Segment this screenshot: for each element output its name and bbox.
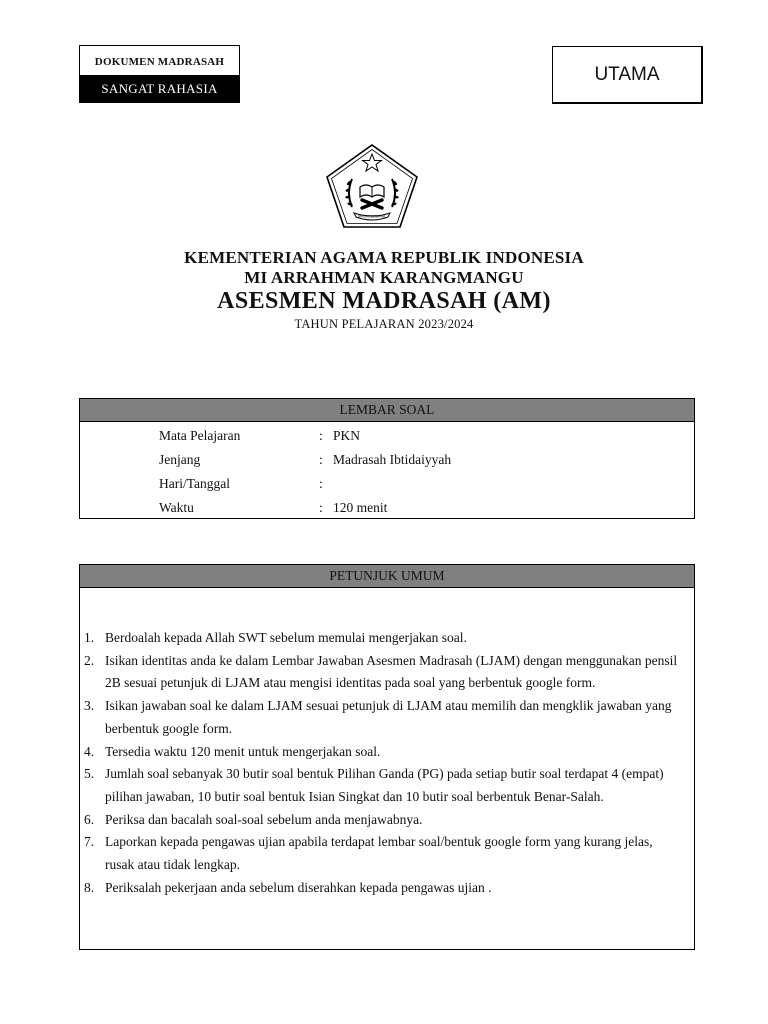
kemenag-emblem-icon: [324, 143, 420, 229]
item-number: 8.: [84, 879, 95, 895]
ministry-title: KEMENTERIAN AGAMA REPUBLIK INDONESIA: [184, 248, 584, 267]
list-item: [80, 741, 694, 764]
list-item: [80, 763, 694, 808]
item-text: Periksa dan bacalah soal-soal sebelum anda menjawabnya.: [105, 811, 423, 827]
list-item: [80, 695, 694, 740]
item-text: Laporkan kepada pengawas ujian apabila terdapat lembar soal/bentuk google form yang kurang jelas, rusak atau tidak lengkap.: [105, 834, 653, 873]
item-text: Jumlah soal sebanyak 30 butir soal bentuk Pilihan Ganda (PG) pada setiap butir soal terdapat 4 (empat) pilihan jawaban, 10 butir soal bentuk Isian Singkat dan 10 butir soal berbentuk Benar-Salah.: [105, 766, 664, 804]
lembar-soal-heading: LEMBAR SOAL: [80, 399, 694, 422]
info-value: 120 menit: [333, 500, 388, 515]
info-colon: :: [319, 476, 323, 491]
academic-year: TAHUN PELAJARAN 2023/2024: [294, 317, 474, 331]
exam-title: ASESMEN MADRASAH (AM): [217, 288, 551, 314]
item-number: 3.: [84, 698, 95, 714]
item-number: 5.: [84, 766, 95, 782]
info-colon: :: [319, 452, 323, 467]
svg-text:IKHLAS BERAMAL: IKHLAS BERAMAL: [358, 214, 386, 219]
list-item: [80, 809, 694, 832]
item-text: Tersedia waktu 120 menit untuk mengerjakan soal.: [105, 743, 381, 759]
info-key: Waktu: [159, 500, 194, 515]
list-item: [80, 650, 694, 695]
item-text: Isikan identitas anda ke dalam Lembar Jawaban Asesmen Madrasah (LJAM) dengan menggunakan pensil 2B sesuai petunjuk di LJAM atau mengisi identitas pada soal yang berbentuk google form.: [105, 652, 678, 691]
list-item: [80, 831, 694, 876]
info-value: PKN: [333, 428, 361, 443]
document-label: DOKUMEN MADRASAH: [94, 55, 225, 68]
edition-box: UTAMA: [552, 46, 703, 104]
info-key: Hari/Tanggal: [159, 476, 231, 491]
instruction-list: [80, 627, 694, 899]
info-value: Madrasah Ibtidaiyyah: [333, 452, 452, 467]
item-text: Isikan jawaban soal ke dalam LJAM sesuai petunjuk di LJAM atau memilih dan mengklik jawaban yang berbentuk google form.: [105, 698, 672, 736]
petunjuk-umum-heading: PETUNJUK UMUM: [80, 565, 694, 588]
document-classification-box: [79, 45, 240, 103]
item-number: 2.: [84, 652, 95, 668]
item-number: 6.: [84, 811, 95, 827]
item-number: 4.: [84, 743, 95, 759]
secret-label: SANGAT RAHASIA: [79, 75, 240, 103]
item-text: Periksalah pekerjaan anda sebelum diserahkan kepada pengawas ujian .: [105, 879, 492, 895]
item-text: Berdoalah kepada Allah SWT sebelum memulai mengerjakan soal.: [105, 630, 467, 645]
school-name: MI ARRAHMAN KARANGMANGU: [244, 268, 524, 287]
petunjuk-umum-panel: [79, 564, 695, 950]
info-key: Mata Pelajaran: [159, 428, 241, 443]
info-colon: :: [319, 428, 323, 443]
info-key: Jenjang: [159, 452, 201, 467]
info-colon: :: [319, 500, 323, 515]
item-number: 7.: [84, 834, 95, 850]
item-number: 1.: [84, 630, 95, 645]
list-item: [80, 877, 694, 900]
lembar-soal-panel: [79, 398, 695, 519]
list-item: [80, 627, 694, 650]
